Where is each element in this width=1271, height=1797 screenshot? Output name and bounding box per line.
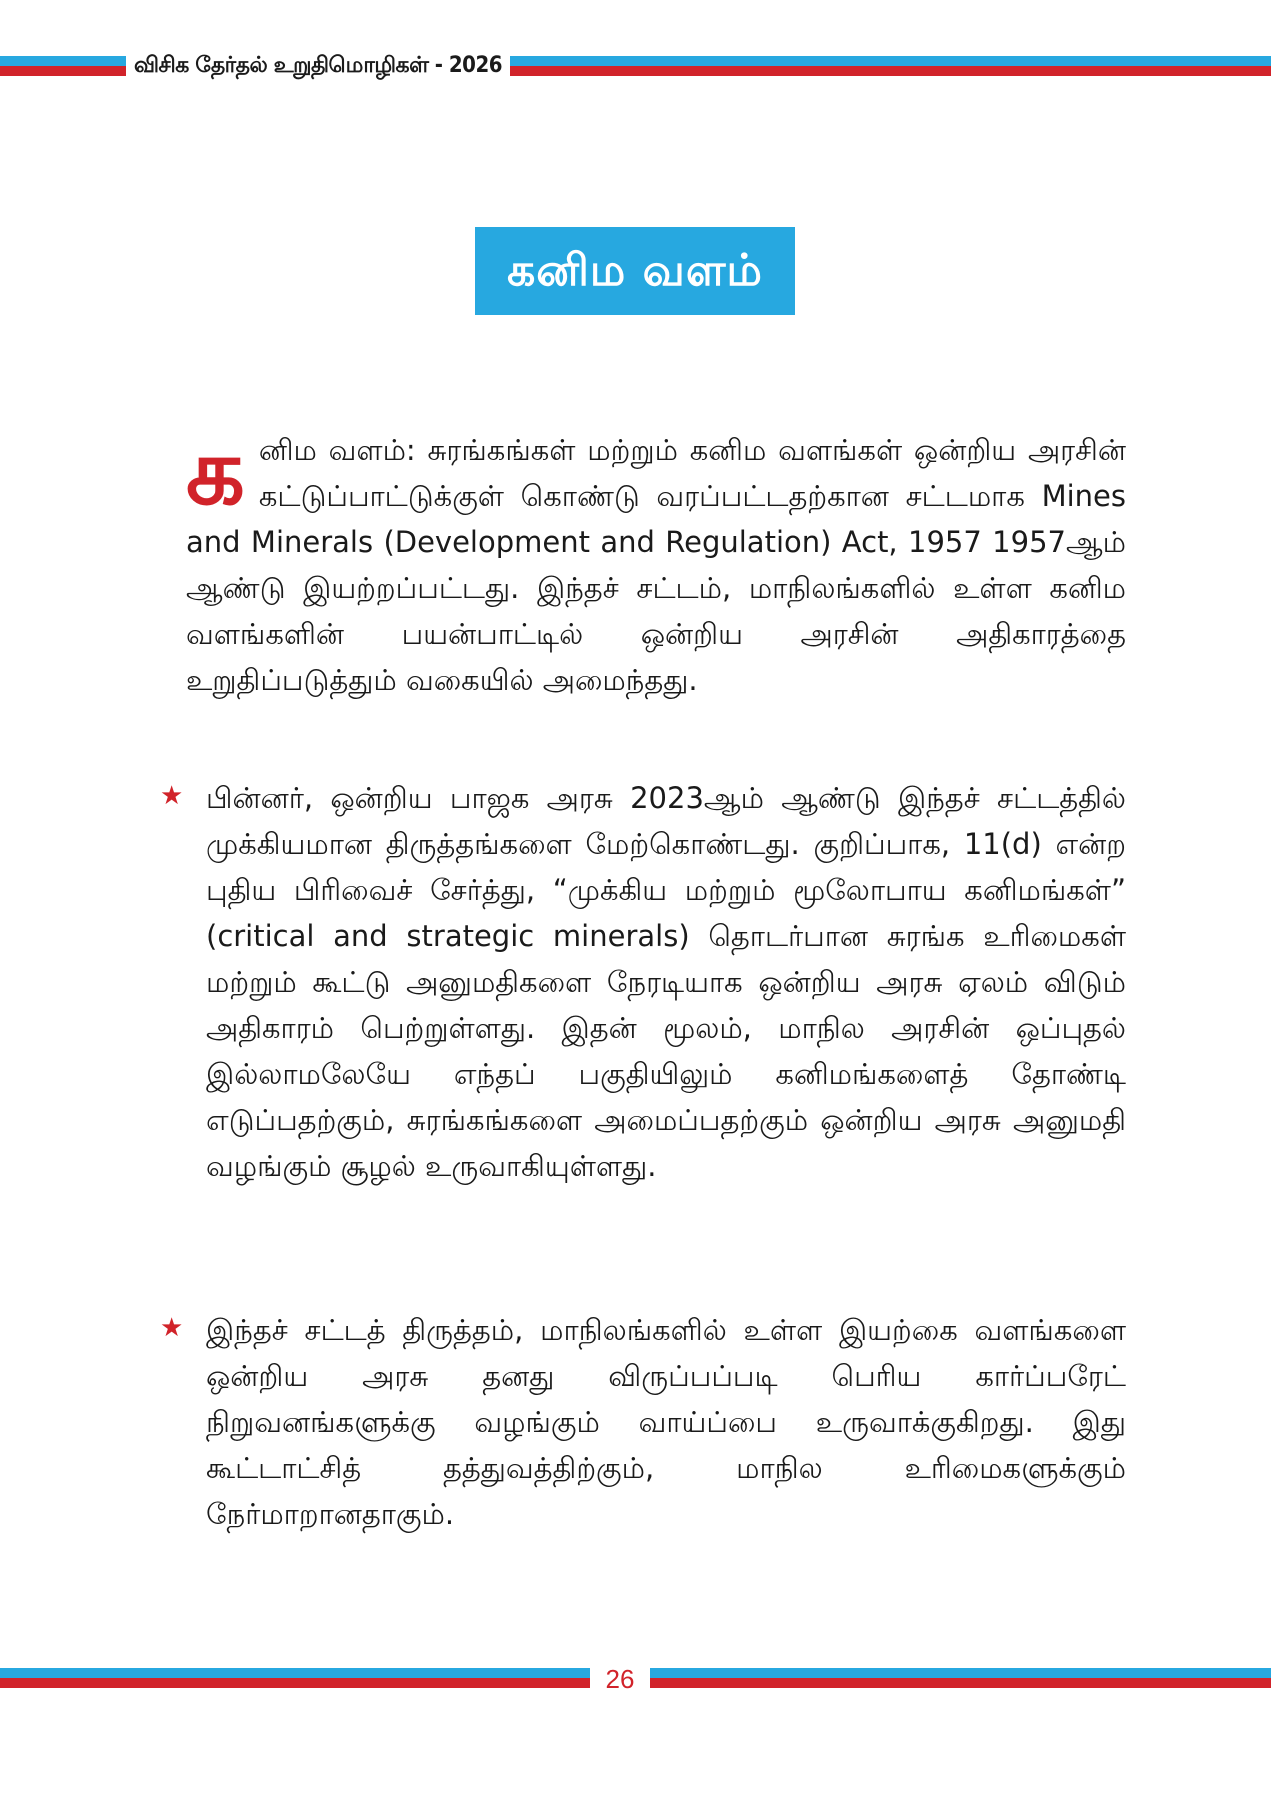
page-number: 26 <box>605 1664 635 1694</box>
section-title: கனிம வளம் <box>475 227 795 315</box>
footer-band <box>0 1664 1271 1698</box>
header-band <box>0 53 1271 86</box>
star-bullet-icon: ★ <box>160 781 184 811</box>
list-item <box>160 775 1126 1189</box>
drop-cap: க <box>186 417 245 525</box>
star-bullet-icon: ★ <box>160 1313 184 1343</box>
document-title: விசிக தேர்தல் உறுதிமொழிகள் - 2026 <box>126 50 510 82</box>
intro-paragraph <box>186 417 1126 703</box>
list-item <box>160 1307 1126 1537</box>
bullet-text: இந்தச் சட்டத் திருத்தம், மாநிலங்களில் உள்ள இயற்கை வளங்களை ஒன்றிய அரசு தனது விருப்பப்படி பெரிய கார்ப்பரேட் நிறுவனங்களுக்கு வழங்கும் வாய்ப்பை உருவாக்குகிறது. இது கூட்டாட்சித் தத்துவத்திற்கும், மாநில உரிமைகளுக்கும் நேர்மாறானதாகும். <box>206 1313 1126 1531</box>
bullet-text: பின்னர், ஒன்றிய பாஜக அரசு 2023ஆம் ஆண்டு இந்தச் சட்டத்தில் முக்கியமான திருத்தங்களை மேற்கொண்டது. குறிப்பாக, 11(d) என்ற புதிய பிரிவைச் சேர்த்து, “முக்கிய மற்றும் மூலோபாய கனிமங்கள்” (critical and strategic minerals) தொடர்பான சுரங்க உரிமைகள் மற்றும் கூட்டு அனுமதிகளை நேரடியாக ஒன்றிய அரசு ஏலம் விடும் அதிகாரம் பெற்றுள்ளது. இதன் மூலம், மாநில அரசின் ஒப்புதல் இல்லாமலேயே எந்தப் பகுதியிலும் கனிமங்களைத் தோண்டி எடுப்பதற்கும், சுரங்கங்களை அமைப்பதற்கும் ஒன்றிய அரசு அனுமதி வழங்கும் சூழல் உருவாகியுள்ளது. <box>206 781 1126 1183</box>
intro-text: னிம வளம்: சுரங்கங்கள் மற்றும் கனிம வளங்கள் ஒன்றிய அரசின் கட்டுப்பாட்டுக்குள் கொண்டு வரப்பட்டதற்கான சட்டமாக Mines and Minerals (Development and Regulation) Act, 1957 1957ஆம் ஆண்டு இயற்றப்பட்டது. இந்தச் சட்டம், மாநிலங்களில் உள்ள கனிம வளங்களின் பயன்பாட்டில் ஒன்றிய அரசின் அதிகாரத்தை உறுதிப்படுத்தும் வகையில் அமைந்தது. <box>186 433 1126 697</box>
